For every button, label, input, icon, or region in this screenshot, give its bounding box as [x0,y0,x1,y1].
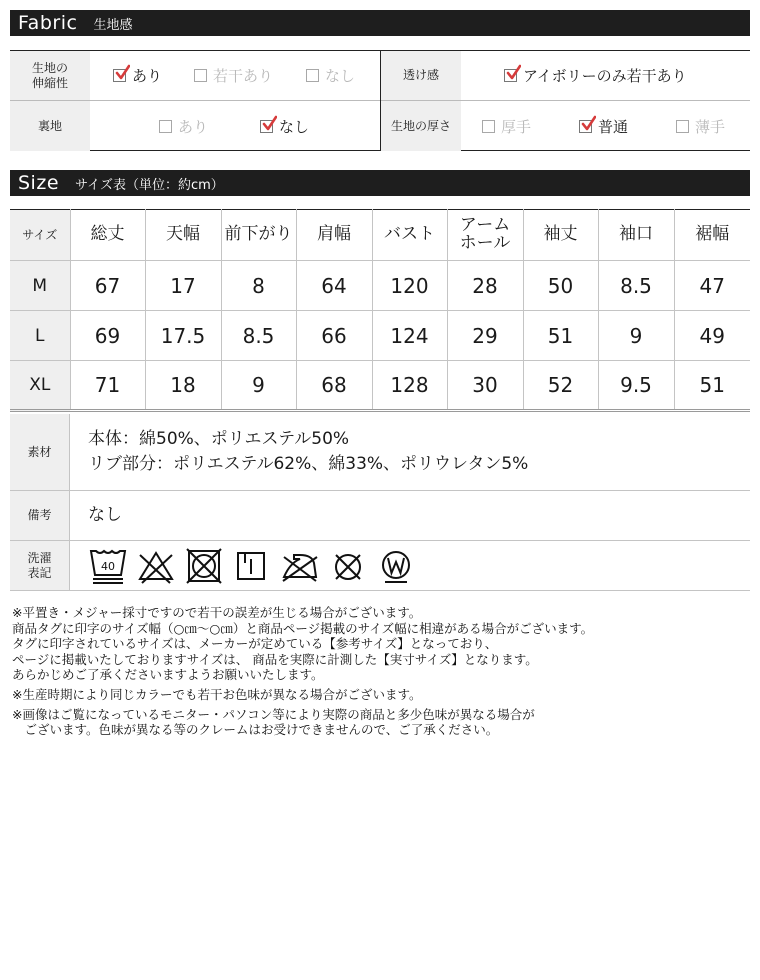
sheerness-option-label: アイボリーのみ若干あり [523,67,687,85]
note-line: タグに印字されているサイズは、メーカーが定めている【参考サイズ】となっており、 [12,636,498,652]
checkbox-checked-icon [579,120,592,133]
note-line: ございます。色味が異なる等のクレームはお受けできませんので、ご了承ください。 [12,722,499,738]
note-line: 商品タグに印字のサイズ幅（○㎝〜○㎝）と商品ページ掲載のサイズ幅に相違がある場合がございます。 [12,620,594,636]
table-cell: 17.5 [145,311,221,361]
care-icons [88,545,416,585]
table-cell: 29 [447,311,523,361]
care-row [10,541,750,591]
checkbox-checked-icon [260,120,273,133]
table-cell: 50 [523,261,598,311]
care-label: 洗濯 表記 [10,541,70,590]
wash-40-icon [88,545,128,585]
size-table [10,209,750,412]
sheerness-label: 透け感 [381,51,461,100]
lining-option-label: あり [178,117,209,136]
table-cell: 9 [221,361,296,411]
no-dry-clean-icon [328,545,368,585]
note-line: ページに掲載いたしておりますサイズは、 商品を実際に計測した【実寸サイズ】となります。 [12,651,538,667]
column-header: 肩幅 [296,210,372,261]
material-row [10,414,750,491]
stretch-option-label: なし [325,67,356,85]
note-line: ※画像はご覧になっているモニター・パソコン等により実際の商品と多少色味が異なる場合が [12,706,535,722]
stretch-option-jakkan[interactable] [194,51,273,100]
size-header [10,170,750,196]
table-cell: 30 [447,361,523,411]
wet-clean-icon [376,545,416,585]
material-label: 素材 [10,414,70,490]
table-cell: 9 [598,311,674,361]
table-cell: 17 [145,261,221,311]
table-cell: 28 [447,261,523,311]
fabric-header-jp: 生地感 [93,17,133,33]
checkbox-checked-icon [113,69,126,82]
table-cell: 51 [674,361,750,411]
column-header: 前下がり [221,210,296,261]
fabric-header-en: Fabric [18,12,78,34]
table-cell: 18 [145,361,221,411]
checkbox-checked-icon [504,69,517,82]
table-cell: 68 [296,361,372,411]
no-bleach-icon [136,545,176,585]
table-cell: 8.5 [221,311,296,361]
table-cell: 120 [372,261,447,311]
column-header: 天幅 [145,210,221,261]
wash-temp-text: 40 [101,560,115,573]
stretch-option-ari[interactable] [113,51,162,100]
size-label: L [10,311,70,361]
table-row [10,361,750,411]
table-cell: 51 [523,311,598,361]
table-row [10,261,750,311]
table-cell: 69 [70,311,145,361]
fabric-header [10,10,750,36]
sheerness-option[interactable] [504,51,687,100]
note-line: ※平置き・メジャー採寸ですので若干の誤差が生じる場合がございます。 [12,605,422,620]
stretch-label: 生地の 伸縮性 [10,51,90,100]
checkbox-empty-icon [676,120,689,133]
stretch-option-nashi[interactable] [306,51,355,100]
table-cell: 128 [372,361,447,411]
no-tumble-dry-icon [184,545,224,585]
remarks-text: なし [88,505,122,525]
table-cell: 67 [70,261,145,311]
note-line: ※生産時期により同じカラーでも若干お色味が異なる場合がございます。 [12,686,422,702]
stretch-option-label: 若干あり [213,67,274,85]
table-cell: 66 [296,311,372,361]
table-cell: 64 [296,261,372,311]
remarks-label: 備考 [10,491,70,540]
notes [12,605,593,738]
thickness-option-label: 普通 [598,117,629,136]
lining-label: 裏地 [10,101,90,151]
checkbox-empty-icon [482,120,495,133]
thickness-option-atsude[interactable] [482,101,531,151]
no-iron-icon [280,545,320,585]
table-cell: 124 [372,311,447,361]
size-label: M [10,261,70,311]
fabric-divider [380,50,381,151]
thickness-option-futsu[interactable] [579,101,628,151]
table-cell: 71 [70,361,145,411]
column-header: バスト [372,210,447,261]
table-row [10,311,750,361]
lining-option-ari[interactable] [159,101,208,151]
lining-option-nashi[interactable] [260,101,309,151]
table-cell: 52 [523,361,598,411]
size-column-corner: サイズ [10,210,70,261]
table-cell: 49 [674,311,750,361]
size-table-header-row [10,210,750,261]
thickness-label: 生地の厚さ [381,101,461,151]
size-header-jp: サイズ表（単位：約cm） [75,177,224,193]
column-header: アーム ホール [447,210,523,261]
thickness-option-label: 厚手 [501,117,532,136]
note-line: あらかじめご了承くださいますようお願いいたします。 [12,667,324,683]
column-header: 袖丈 [523,210,598,261]
lining-option-label: なし [279,117,310,136]
checkbox-empty-icon [306,69,319,82]
column-header: 総丈 [70,210,145,261]
size-header-en: Size [18,172,60,194]
column-header: 袖口 [598,210,674,261]
table-cell: 8.5 [598,261,674,311]
thickness-option-label: 薄手 [695,117,726,136]
material-line-1: 本体：綿50%、ポリエステル50% [88,429,350,449]
table-cell: 47 [674,261,750,311]
column-header: 裾幅 [674,210,750,261]
remarks-row [10,491,750,541]
size-label: XL [10,361,70,411]
stretch-option-label: あり [132,67,163,85]
thickness-option-usude[interactable] [676,101,725,151]
line-dry-icon [232,545,272,585]
table-cell: 8 [221,261,296,311]
table-cell: 9.5 [598,361,674,411]
checkbox-empty-icon [194,69,207,82]
material-line-2: リブ部分：ポリエステル62%、綿33%、ポリウレタン5% [88,454,529,474]
checkbox-empty-icon [159,120,172,133]
